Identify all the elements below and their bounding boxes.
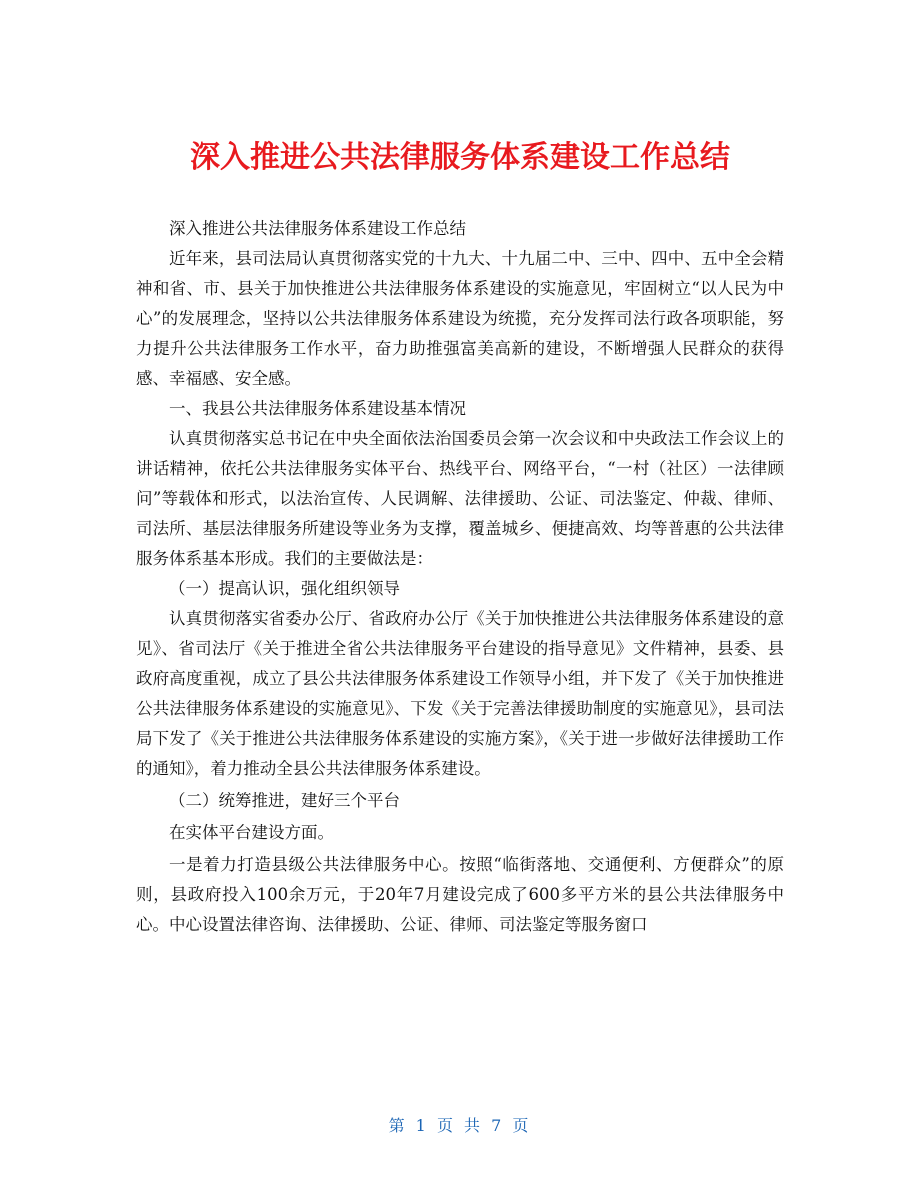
section-heading-1: 一、我县公共法律服务体系建设基本情况 (169, 399, 466, 418)
subsection-heading-1: （一）提高认识，强化组织领导 (169, 579, 400, 598)
paragraph-overview: 认真贯彻落实总书记在中央全面依法治国委员会第一次会议和中央政法工作会议上的讲话精神，依托公共法律服务实体平台、热线平台、网络平台，“一村（社区）一法律顾问”等载体和形式，以法治宣传、人民调解、法律援助、公证、司法鉴定、仲裁、律师、司法所、基层法律服务所建设等业务为支撑，覆盖城乡、便捷高效、均等普惠的公共法律服务体系基本形成。我们的主要做法是： (136, 429, 784, 568)
paragraph-platform-intro: 在实体平台建设方面。 (169, 823, 334, 842)
paragraph-subtitle: 深入推进公共法律服务体系建设工作总结 (169, 219, 466, 238)
document-title: 深入推进公共法律服务体系建设工作总结 (190, 140, 730, 176)
paragraph-leadership: 认真贯彻落实省委办公厅、省政府办公厅《关于加快推进公共法律服务体系建设的意见》、省司法厅《关于推进全省公共法律服务平台建设的指导意见》文件精神，县委、县政府高度重视，成立了县公共法律服务体系建设工作领导小组，并下发了《关于加快推进公共法律服务体系建设的实施意见》、下发《关于完善法律援助制度的实施意见》，县司法局下发了《关于推进公共法律服务体系建设的实施方案》，《关于进一步做好法律援助工作的通知》，着力推动全县公共法律服务体系建设。 (136, 609, 784, 778)
document-body (136, 214, 784, 940)
paragraph-service-center: 一是着力打造县级公共法律服务中心。按照“临街落地、交通便利、方便群众”的原则，县政府投入100余万元，于20年7月建设完成了600多平方米的县公共法律服务中心。中心设置法律咨询、法律援助、公证、律师、司法鉴定等服务窗口 (136, 855, 784, 934)
subsection-heading-2: （二）统筹推进，建好三个平台 (169, 791, 400, 810)
paragraph-intro: 近年来，县司法局认真贯彻落实党的十九大、十九届二中、三中、四中、五中全会精神和省、市、县关于加快推进公共法律服务体系建设的实施意见，牢固树立“以人民为中心”的发展理念，坚持以公共法律服务体系建设为统揽，充分发挥司法行政各项职能，努力提升公共法律服务工作水平，奋力助推强富美高新的建设，不断增强人民群众的获得感、幸福感、安全感。 (136, 249, 784, 388)
page-number: 第 1 页 共 7 页 (388, 1116, 532, 1135)
